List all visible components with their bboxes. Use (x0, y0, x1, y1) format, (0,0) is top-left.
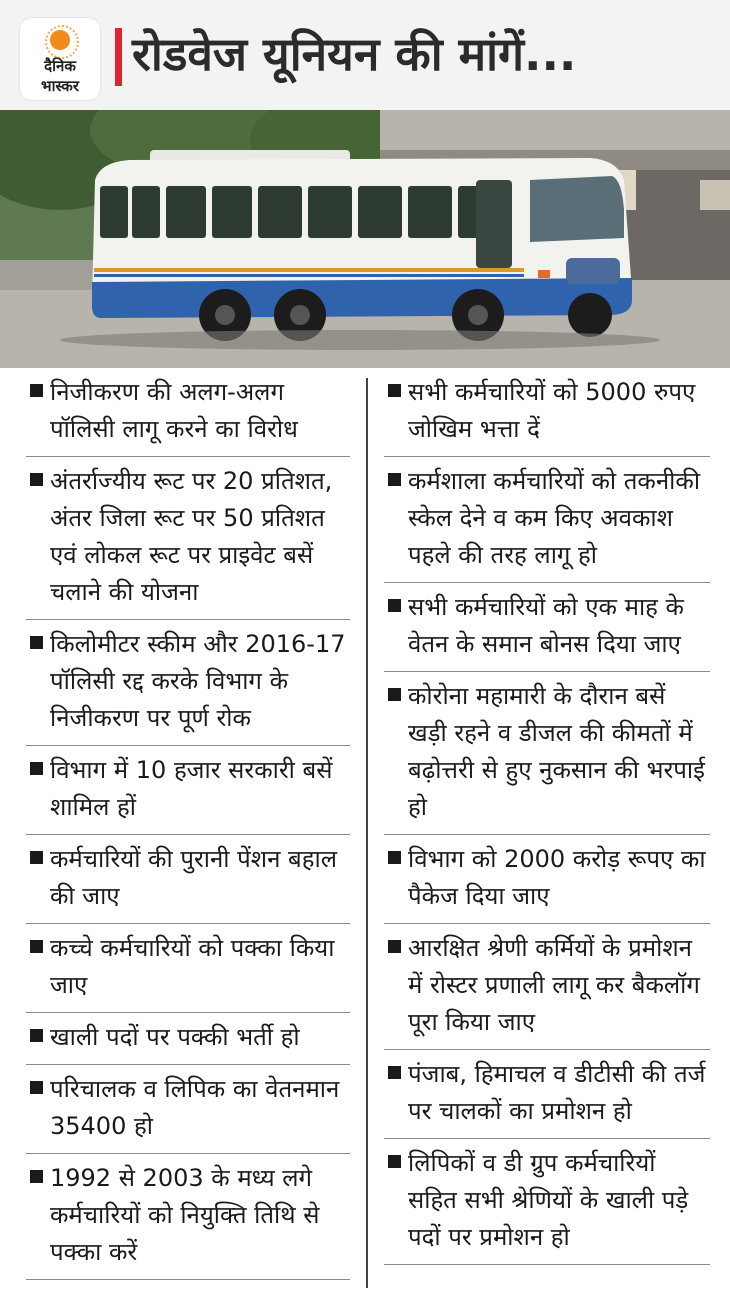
demand-text: कोरोना महामारी के दौरान बसें खड़ी रहने व डीजल की कीमतों में बढ़ोत्तरी से हुए नुकसान की भरपाई हो (408, 682, 705, 821)
demand-text: खाली पदों पर पक्की भर्ती हो (50, 1023, 300, 1051)
demand-text: परिचालक व लिपिक का वेतनमान 35400 हो (50, 1075, 340, 1140)
square-bullet-icon (388, 384, 401, 397)
square-bullet-icon (30, 940, 43, 953)
demand-text: निजीकरण की अलग-अलग पॉलिसी लागू करने का विरोध (50, 378, 298, 443)
square-bullet-icon (388, 599, 401, 612)
square-bullet-icon (388, 940, 401, 953)
demand-item (26, 746, 350, 835)
square-bullet-icon (30, 473, 43, 486)
demand-text: लिपिकों व डी ग्रुप कर्मचारियों सहित सभी श्रेणियों के खाली पड़े पदों पर प्रमोशन हो (408, 1149, 689, 1251)
demand-item (26, 1013, 350, 1065)
demand-item (26, 368, 350, 457)
square-bullet-icon (30, 762, 43, 775)
demand-item (384, 457, 710, 583)
square-bullet-icon (388, 473, 401, 486)
square-bullet-icon (388, 1066, 401, 1079)
demand-text: विभाग में 10 हजार सरकारी बसें शामिल हों (50, 756, 333, 821)
demand-item (26, 1154, 350, 1280)
brand-line-2: भास्कर (41, 77, 79, 95)
demand-item (384, 835, 710, 924)
column-divider (366, 378, 368, 1288)
demand-item (384, 672, 710, 835)
demand-text: कर्मशाला कर्मचारियों को तकनीकी स्केल देने व कम किए अवकाश पहले की तरह लागू हो (408, 467, 701, 569)
square-bullet-icon (30, 1170, 43, 1183)
demand-text: पंजाब, हिमाचल व डीटीसी की तर्ज पर चालकों का प्रमोशन हो (408, 1060, 706, 1125)
square-bullet-icon (30, 1029, 43, 1042)
demand-item (384, 1050, 710, 1139)
demand-item (384, 368, 710, 457)
demand-text: आरक्षित श्रेणी कर्मियों के प्रमोशन में रोस्टर प्रणाली लागू कर बैकलॉग पूरा किया जाए (408, 934, 700, 1036)
demand-text: सभी कर्मचारियों को 5000 रुपए जोखिम भत्ता दें (408, 378, 696, 443)
header (0, 0, 730, 110)
title-accent-bar (115, 28, 122, 86)
square-bullet-icon (30, 636, 43, 649)
sun-icon (50, 30, 70, 50)
demand-text: अंतर्राज्यीय रूट पर 20 प्रतिशत, अंतर जिला रूट पर 50 प्रतिशत एवं लोकल रूट पर प्राइवेट बसें चलाने की योजना (50, 467, 333, 606)
brand-line-1: दैनिक (44, 57, 76, 75)
demand-text: सभी कर्मचारियों को एक माह के वेतन के समान बोनस दिया जाए (408, 593, 684, 658)
demand-text: 1992 से 2003 के मध्य लगे कर्मचारियों को नियुक्ति तिथि से पक्का करें (50, 1164, 320, 1266)
square-bullet-icon (30, 384, 43, 397)
demand-text: कर्मचारियों की पुरानी पेंशन बहाल की जाए (50, 845, 337, 910)
demand-text: कच्चे कर्मचारियों को पक्का किया जाए (50, 934, 335, 999)
demands-left-column (26, 368, 350, 1280)
demand-item (26, 620, 350, 746)
demand-item (26, 924, 350, 1013)
square-bullet-icon (388, 688, 401, 701)
demand-item (384, 924, 710, 1050)
square-bullet-icon (30, 851, 43, 864)
brand-logo[interactable] (20, 18, 100, 100)
demand-item (384, 1139, 710, 1265)
demand-item (384, 583, 710, 672)
demand-text: किलोमीटर स्कीम और 2016-17 पॉलिसी रद्द करके विभाग के निजीकरण पर पूर्ण रोक (50, 630, 346, 732)
bus-photo (0, 110, 730, 368)
demand-item (26, 457, 350, 620)
demand-text: विभाग को 2000 करोड़ रूपए का पैकेज दिया जाए (408, 845, 706, 910)
demand-item (26, 835, 350, 924)
demands-right-column (384, 368, 710, 1265)
page-title: रोडवेज यूनियन की मांगें... (132, 27, 577, 81)
demand-item (26, 1065, 350, 1154)
square-bullet-icon (388, 851, 401, 864)
square-bullet-icon (30, 1081, 43, 1094)
square-bullet-icon (388, 1155, 401, 1168)
